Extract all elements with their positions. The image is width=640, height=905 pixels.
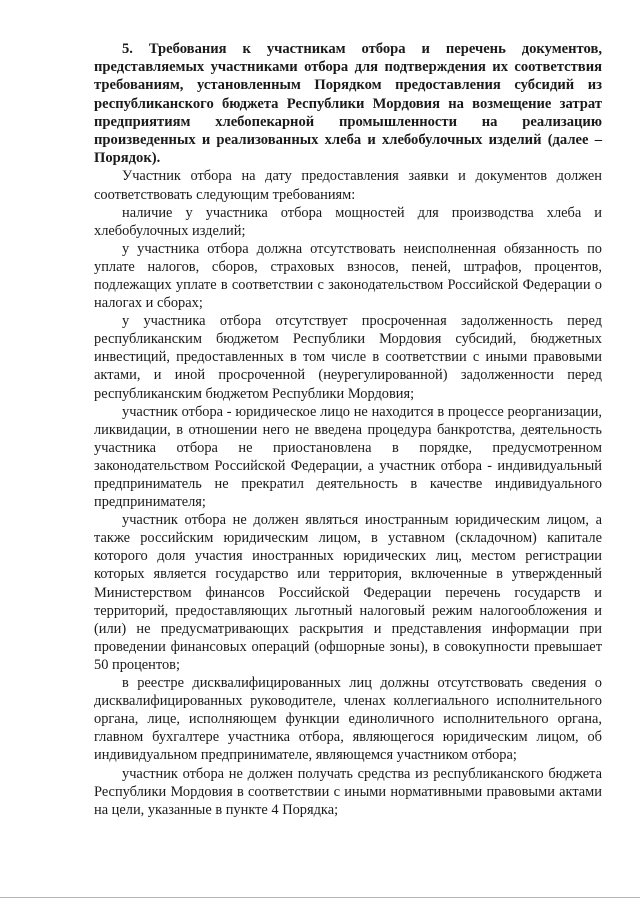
document-page: [94, 40, 602, 819]
paragraph-requirement-other-funds: участник отбора не должен получать средства из республиканского бюджета Республики Мордовия в соответствии с иными нормативными правовыми актами на цели, указанные в пункте 4 Порядка;: [94, 765, 602, 818]
paragraph-requirement-disqualified: в реестре дисквалифицированных лиц должны отсутствовать сведения о дисквалифицированных руководителе, членах коллегиального исполнительного органа, лице, исполняющем функции единоличного исполнительного органа, главном бухгалтере участника отбора, являющегося юридическим лицом, об индивидуальном предпринимателе, являющемся участником отбора;: [94, 675, 602, 764]
paragraph-requirement-capacity: наличие у участника отбора мощностей для производства хлеба и хлебобулочных изделий;: [94, 204, 602, 239]
paragraph-requirement-taxes: у участника отбора должна отсутствовать неисполненная обязанность по уплате налогов, сборов, страховых взносов, пеней, штрафов, процентов, подлежащих уплате в соответствии с законодательством Российской Федерации о налогах и сборах;: [94, 240, 602, 312]
paragraph-requirement-foreign-entity: участник отбора не должен являться иностранным юридическим лицом, а также российским юридическим лицом, в уставном (складочном) капитале которого доля участия иностранных юридических лиц, местом регистрации которых является государство или территория, включенные в утвержденный Министерством финансов Российской Федерации перечень государств и территорий, предоставляющих льготный налоговый режим налогообложения и (или) не предусматривающих раскрытия и представления информации при проведении финансовых операций (офшорные зоны), в совокупности превышает 50 процентов;: [94, 512, 602, 673]
paragraph-requirement-debt: у участника отбора отсутствует просроченная задолженность перед республиканским бюджетом Республики Мордовия субсидий, бюджетных инвестиций, предоставленных в том числе в соответствии с иными правовыми актами, и иной просроченной (неурегулированной) задолженности перед республиканским бюджетом Республики Мордовия;: [94, 313, 602, 402]
paragraph-intro: Участник отбора на дату предоставления заявки и документов должен соответствовать следующим требованиям:: [94, 168, 602, 203]
section-heading: 5. Требования к участникам отбора и перечень документов, представляемых участниками отбора для подтверждения их соответствия требованиям, установленным Порядком предоставления субсидий из республиканского бюджета Республики Мордовия на возмещение затрат предприятиям хлебопекарной промышленности на реализацию произведенных и реализованных хлеба и хлебобулочных изделий (далее – Порядок).: [94, 41, 602, 167]
paragraph-requirement-reorganization: участник отбора - юридическое лицо не находится в процессе реорганизации, ликвидации, в отношении него не введена процедура банкротства, деятельность участника отбора не приостановлена в порядке, предусмотренном законодательством Российской Федерации, а участник отбора - индивидуальный предприниматель не прекратил деятельность в качестве индивидуального предпринимателя;: [94, 403, 602, 511]
page-bottom-rule: [0, 897, 640, 898]
